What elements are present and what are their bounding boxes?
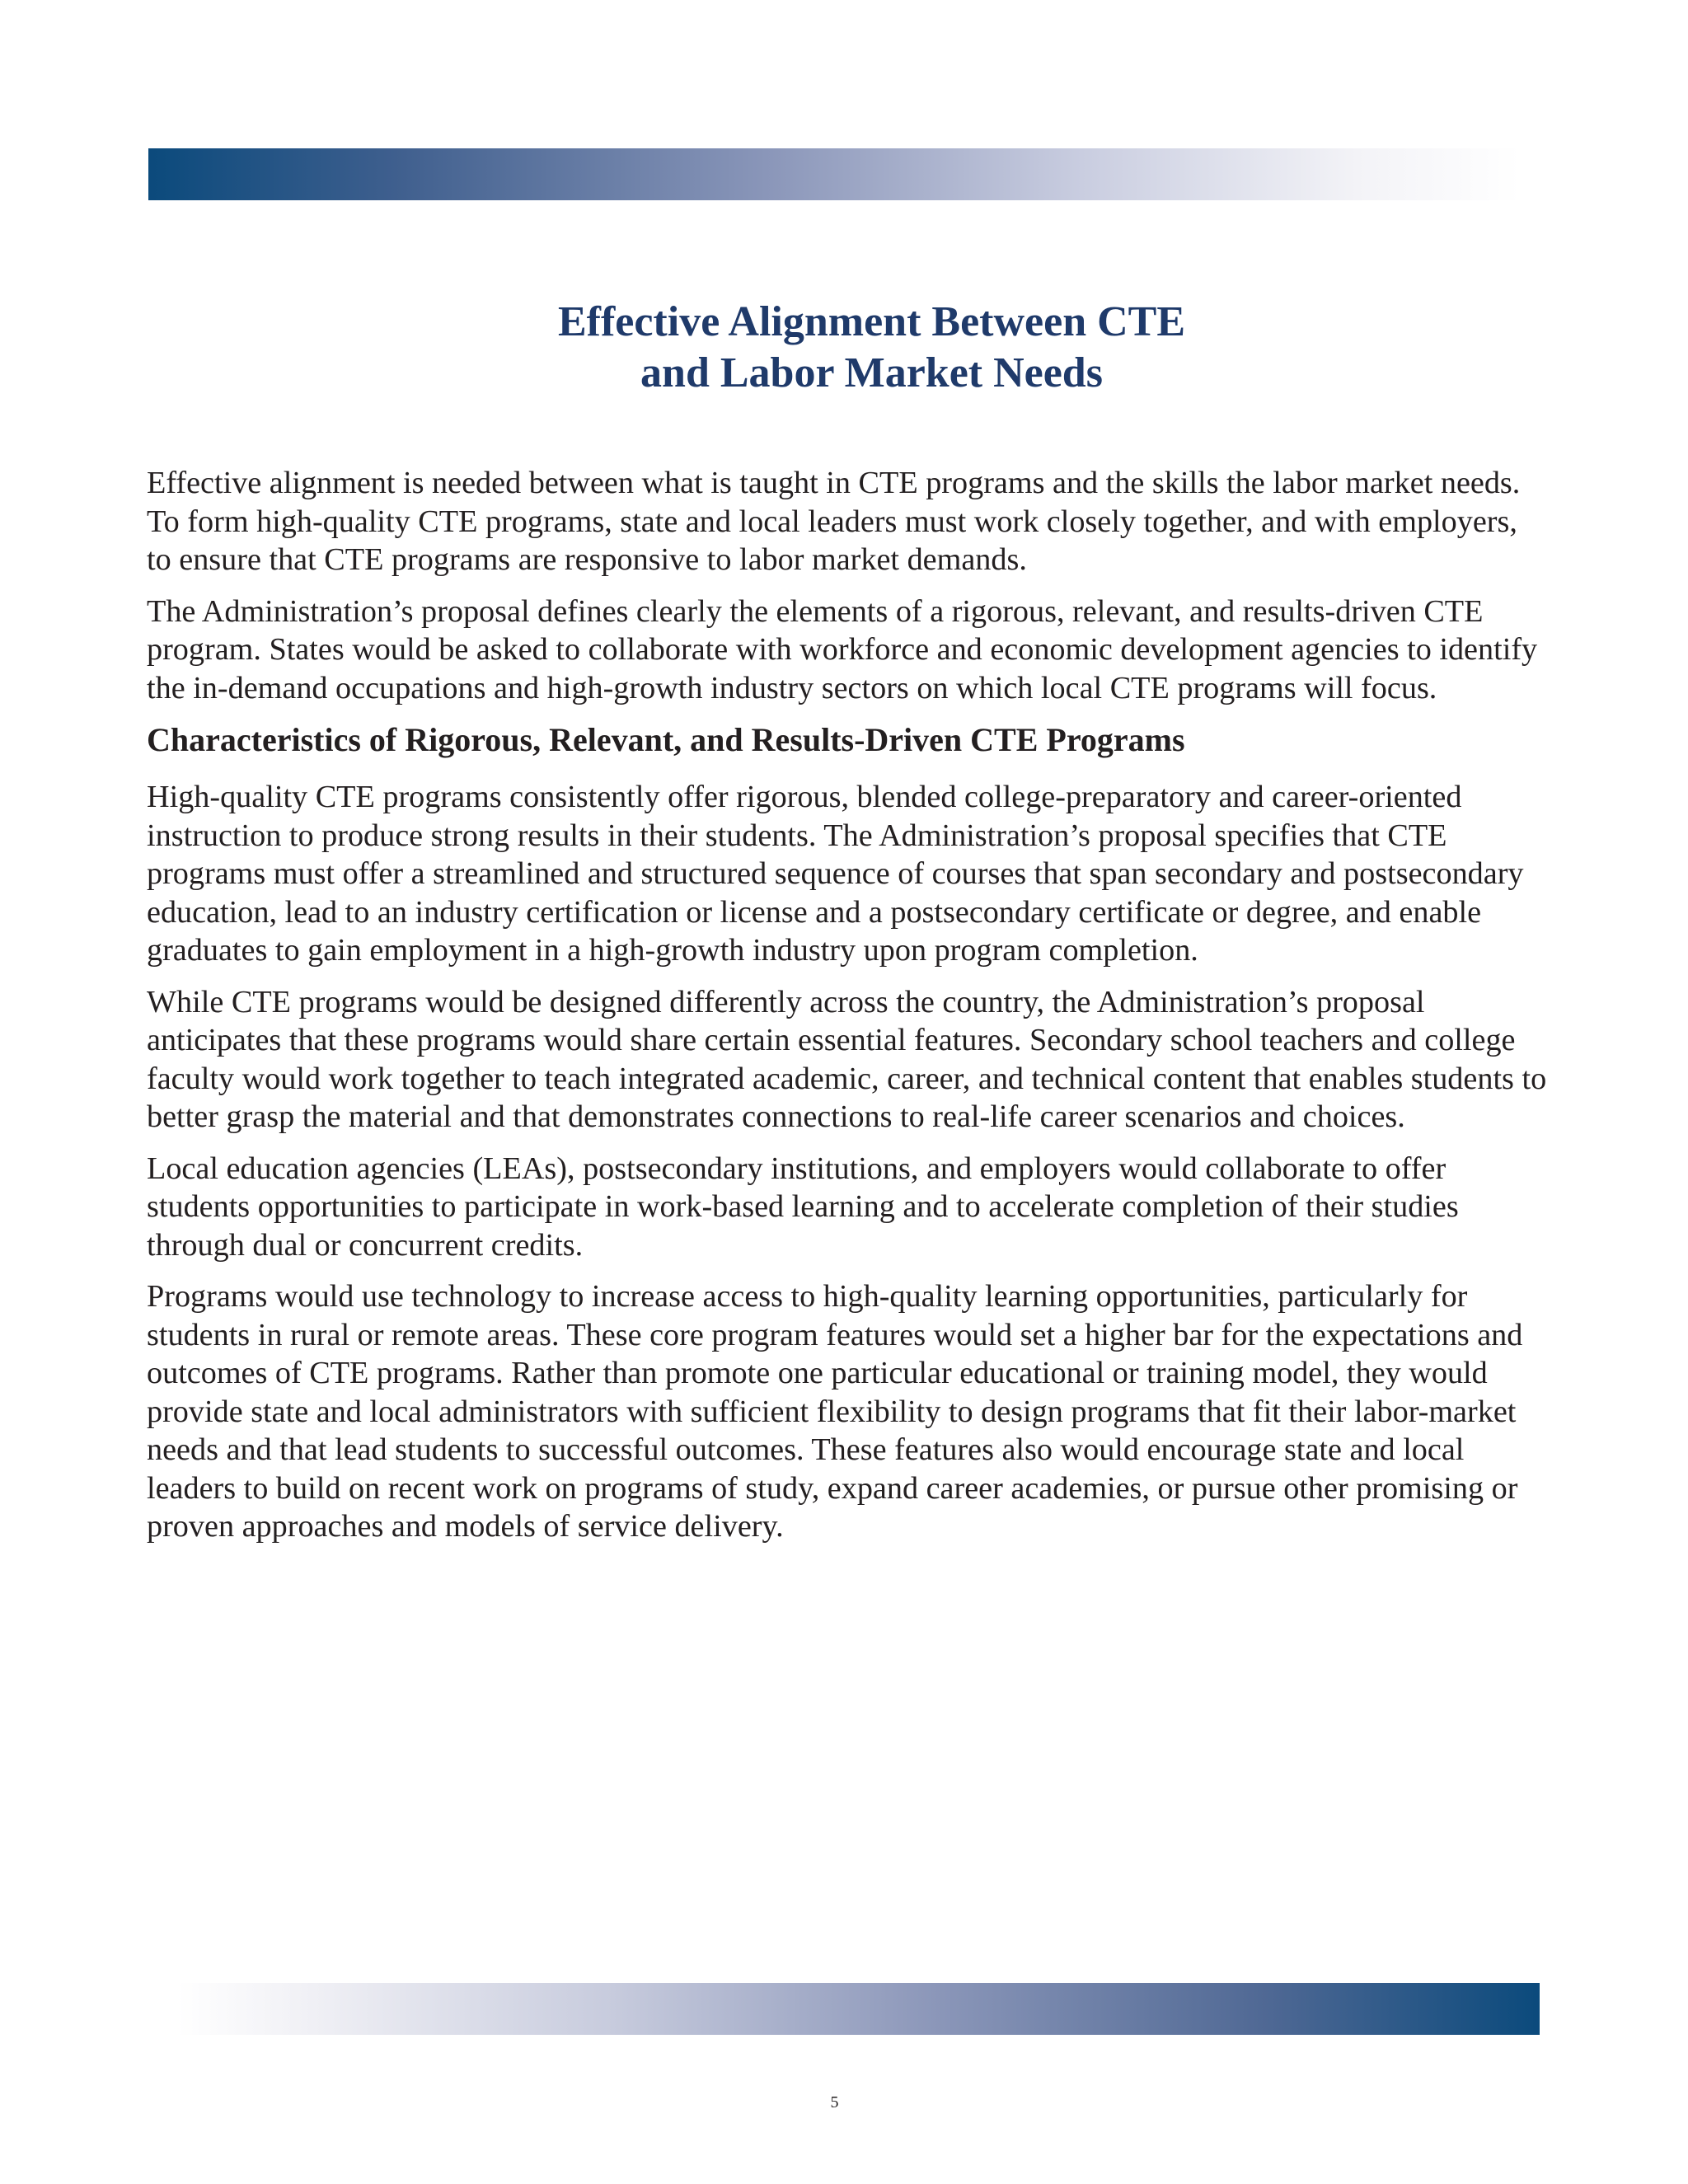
section-paragraph-4: Programs would use technology to increase access to high-quality learning opportunities, particularly for students in rural or remote areas. These core program features would set a higher bar for the expectations and outcomes of CTE programs. Rather than promote one particular educational or training model, they would provide state and local administrators with sufficient flexibility to design programs that fit their labor-market needs and that lead students to successful outcomes. These features also would encourage state and local leaders to build on recent work on programs of study, expand career academies, or pursue other promising or proven approaches and models of service delivery. <box>147 1279 1523 1544</box>
intro-paragraph-2: The Administration’s proposal defines clearly the elements of a rigorous, relevant, and results-driven CTE program. States would be asked to collaborate with workforce and economic development agencies to identify the in-demand occupations and high-growth industry sectors on which local CTE programs will focus. <box>147 593 1538 705</box>
header-gradient-band <box>148 148 1521 200</box>
page-title <box>148 297 1595 399</box>
intro-paragraph-1: Effective alignment is needed between what is taught in CTE programs and the skills the labor market needs. To form high-quality CTE programs, state and local leaders must work closely together, and with employers, to ensure that CTE programs are responsive to labor market demands. <box>147 466 1521 577</box>
page-title-line-1: Effective Alignment Between CTE <box>557 298 1186 345</box>
page-number: 5 <box>830 2093 839 2111</box>
footer-gradient-band <box>177 1983 1540 2035</box>
document-body <box>147 464 1548 1559</box>
page-title-line-2: and Labor Market Needs <box>640 349 1103 396</box>
section-paragraph-3: Local education agencies (LEAs), postsecondary institutions, and employers would collaborate to offer students opportunities to participate in work-based learning and to accelerate completion of their studies through dual or concurrent credits. <box>147 1151 1459 1263</box>
section-heading: Characteristics of Rigorous, Relevant, and Results-Driven CTE Programs <box>147 721 1185 758</box>
section-paragraph-1: High-quality CTE programs consistently offer rigorous, blended college-preparatory and career-oriented instruction to produce strong results in their students. The Administration’s proposal specifies that CTE programs must offer a streamlined and structured sequence of courses that span secondary and postsecondary education, lead to an industry certification or license and a postsecondary certificate or degree, and enable graduates to gain employment in a high-growth industry upon program completion. <box>147 780 1524 968</box>
section-paragraph-2: While CTE programs would be designed differently across the country, the Administration’s proposal anticipates that these programs would share certain essential features. Secondary school teachers and college faculty would work together to teach integrated academic, career, and technical content that enables students to better grasp the material and that demonstrates connections to real-life career scenarios and choices. <box>147 984 1547 1134</box>
